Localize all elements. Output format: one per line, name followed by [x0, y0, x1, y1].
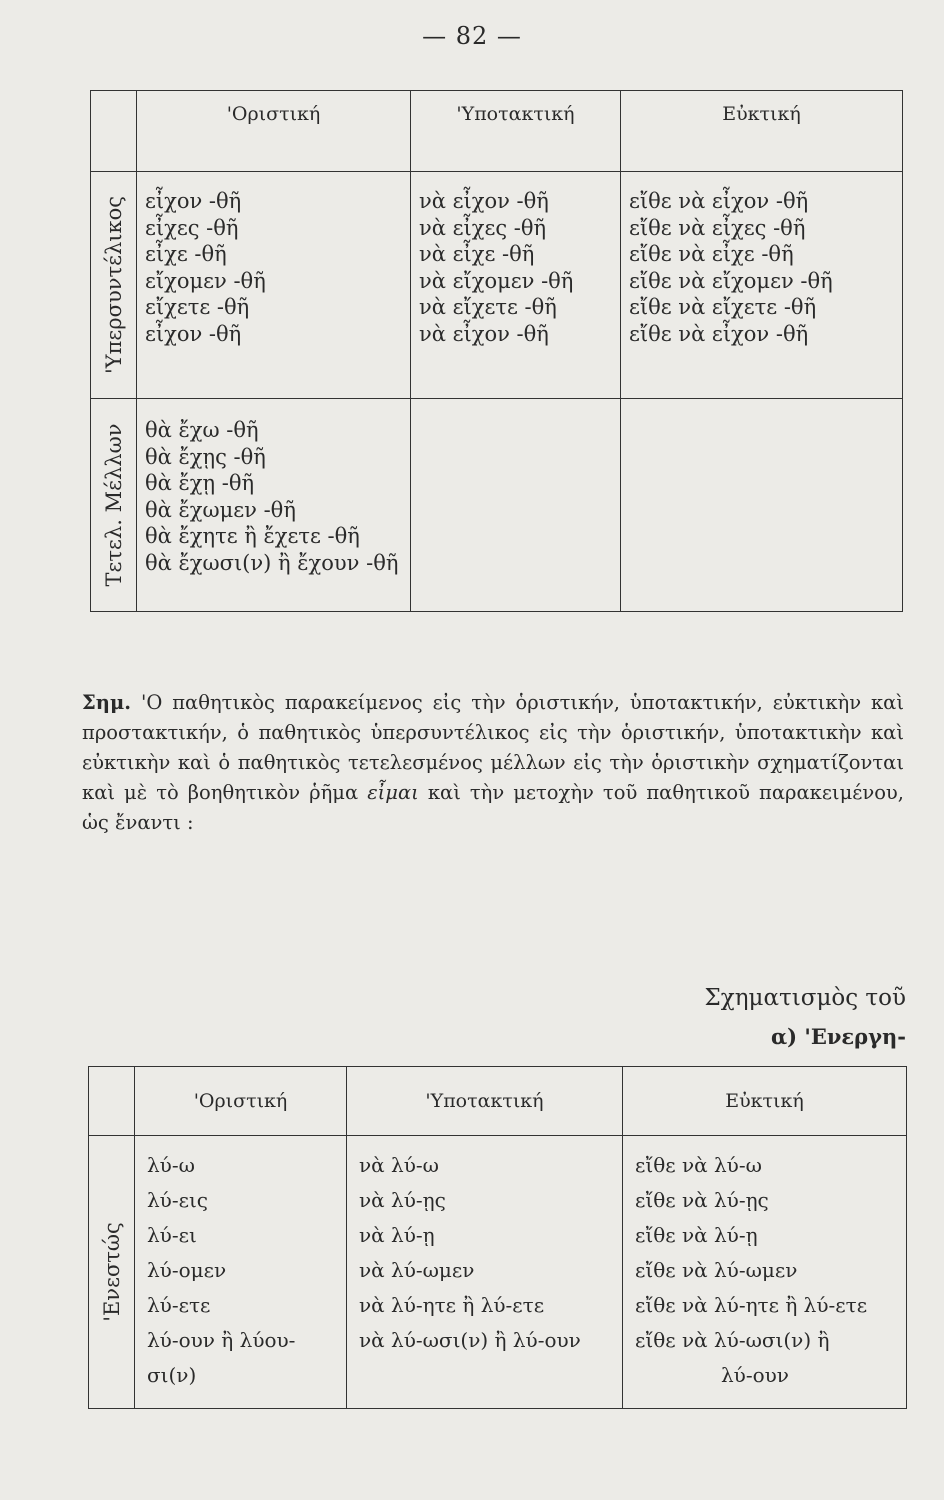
header-indicative: 'Οριστική: [137, 91, 411, 172]
form-line: εἴθε νὰ εἶχε -θῆ: [629, 242, 794, 266]
row-label-cell: [89, 1136, 135, 1409]
form-line: λύ-ει: [147, 1223, 197, 1247]
note-lead: Σημ.: [82, 691, 132, 714]
subjunctive-forms: [411, 172, 621, 399]
form-line: εἴθε νὰ εἶχες -θῆ: [629, 215, 806, 240]
note-italic-word: εἶμαι: [367, 781, 419, 804]
table-header-row: [89, 1067, 907, 1136]
corner-cell: [91, 91, 137, 172]
indicative-forms: [137, 172, 411, 399]
form-line: εἶχες -θῆ: [145, 215, 239, 240]
form-line: λύ-εις: [147, 1188, 208, 1212]
section-subtitle: α) 'Ενεργη-: [771, 1024, 906, 1049]
row-label-cell: [91, 172, 137, 399]
form-line: εἴθε νὰ εἴχετε -θῆ: [629, 295, 817, 319]
section-title: Σχηματισμὸς τοῦ: [704, 985, 906, 1011]
header-optative: Εὐκτική: [623, 1067, 907, 1136]
form-line: νὰ εἴχομεν -θῆ: [419, 268, 574, 293]
form-line: εἴθε νὰ λύ-ῃς: [635, 1188, 769, 1212]
form-line: νὰ λύ-ω: [359, 1153, 439, 1177]
form-line: θὰ ἔχητε ἢ ἔχετε -θῆ: [145, 524, 360, 548]
form-line: νὰ εἶχον -θῆ: [419, 189, 549, 213]
table-row-future-perfect: [91, 399, 903, 612]
form-line: λύ-ω: [147, 1153, 195, 1177]
table-header-row: [91, 91, 903, 172]
conjugation-table-active: [88, 1066, 907, 1409]
indicative-forms: [137, 399, 411, 612]
header-indicative: 'Οριστική: [135, 1067, 347, 1136]
row-label-pluperfect: 'Υπερσυντέλικος: [101, 195, 126, 375]
form-line: νὰ εἶχον -θῆ: [419, 321, 549, 346]
form-line: εἶχε -θῆ: [145, 242, 227, 266]
form-line: λύ-ουν: [721, 1363, 789, 1387]
form-line: εἶχον -θῆ: [145, 321, 242, 346]
form-line: νὰ λύ-ωμεν: [359, 1258, 475, 1282]
form-line: νὰ λύ-ητε ἢ λύ-ετε: [359, 1293, 545, 1317]
form-line: εἴθε νὰ λύ-ωμεν: [635, 1258, 798, 1282]
form-line: θὰ ἔχωμεν -θῆ: [145, 497, 296, 522]
form-line: νὰ λύ-ῃ: [359, 1223, 435, 1247]
form-line: νὰ εἶχες -θῆ: [419, 215, 547, 240]
form-line: νὰ λύ-ωσι(ν) ἢ λύ-ουν: [359, 1328, 581, 1352]
conjugation-table-passive: [90, 90, 903, 612]
table-row-present: [89, 1136, 907, 1409]
form-line: θὰ ἔχωσι(ν) ἢ ἔχουν -θῆ: [145, 550, 399, 575]
form-line: θὰ ἔχω -θῆ: [145, 418, 259, 442]
note-text: 'Ο παθητικὸς παρακείμενος εἰς τὴν ὁριστικήν, ὑποτακτικήν, εὐκτικὴν καὶ προστακτικήν, ὁ παθητικὸς ὑπερσυντέλικος εἰς τὴν ὁριστικήν, ὑποτακτικὴν καὶ εὐκτικὴν καὶ ὁ παθητικὸς τετελεσμένος μέλλων εἰς τὴν ὁριστικὴν σχηματίζονται καὶ μὲ τὸ βοηθητικὸν ῥῆμα: [82, 691, 904, 804]
form-line: λύ-ομεν: [147, 1258, 227, 1282]
grammar-note: [82, 688, 904, 838]
row-label-future-perfect: Τετελ. Μέλλων: [101, 423, 126, 587]
form-line: εἴθε νὰ λύ-ῃ: [635, 1223, 758, 1247]
optative-forms: [623, 1136, 907, 1409]
form-line: νὰ εἶχε -θῆ: [419, 242, 535, 266]
form-line: εἴχομεν -θῆ: [145, 268, 266, 293]
form-line: λύ-ουν ἢ λύου-: [147, 1328, 296, 1352]
header-subjunctive: 'Υποτακτική: [411, 91, 621, 172]
form-line: νὰ εἴχετε -θῆ: [419, 295, 557, 319]
form-line: σι(ν): [147, 1363, 197, 1387]
page-number: — 82 —: [422, 22, 522, 50]
form-line: εἴθε νὰ λύ-ωσι(ν) ἢ: [635, 1328, 830, 1352]
form-line: εἴθε νὰ λύ-ητε ἢ λύ-ετε: [635, 1293, 868, 1317]
header-optative: Εὐκτική: [621, 91, 903, 172]
row-label-present: 'Ενεστώς: [99, 1222, 124, 1322]
note-text-end: καὶ τὴν μετοχὴν τοῦ παθητικοῦ παρακειμένου, ὡς ἔναντι :: [82, 781, 904, 834]
form-line: εἴθε νὰ εἶχον -θῆ: [629, 189, 809, 213]
corner-cell: [89, 1067, 135, 1136]
empty-subjunctive-cell: [411, 399, 621, 612]
subjunctive-forms: [347, 1136, 623, 1409]
form-line: εἴθε νὰ λύ-ω: [635, 1153, 762, 1177]
header-subjunctive: 'Υποτακτική: [347, 1067, 623, 1136]
form-line: λύ-ετε: [147, 1293, 211, 1317]
form-line: θὰ ἔχῃς -θῆ: [145, 444, 266, 469]
form-line: εἴθε νὰ εἴχομεν -θῆ: [629, 268, 833, 293]
form-line: εἴχετε -θῆ: [145, 295, 250, 319]
optative-forms: [621, 172, 903, 399]
form-line: θὰ ἔχῃ -θῆ: [145, 471, 255, 495]
empty-optative-cell: [621, 399, 903, 612]
table-row-pluperfect: [91, 172, 903, 399]
form-line: εἴθε νὰ εἶχον -θῆ: [629, 321, 809, 346]
form-line: νὰ λύ-ῃς: [359, 1188, 446, 1212]
row-label-cell: [91, 399, 137, 612]
form-line: εἶχον -θῆ: [145, 189, 242, 213]
indicative-forms: [135, 1136, 347, 1409]
